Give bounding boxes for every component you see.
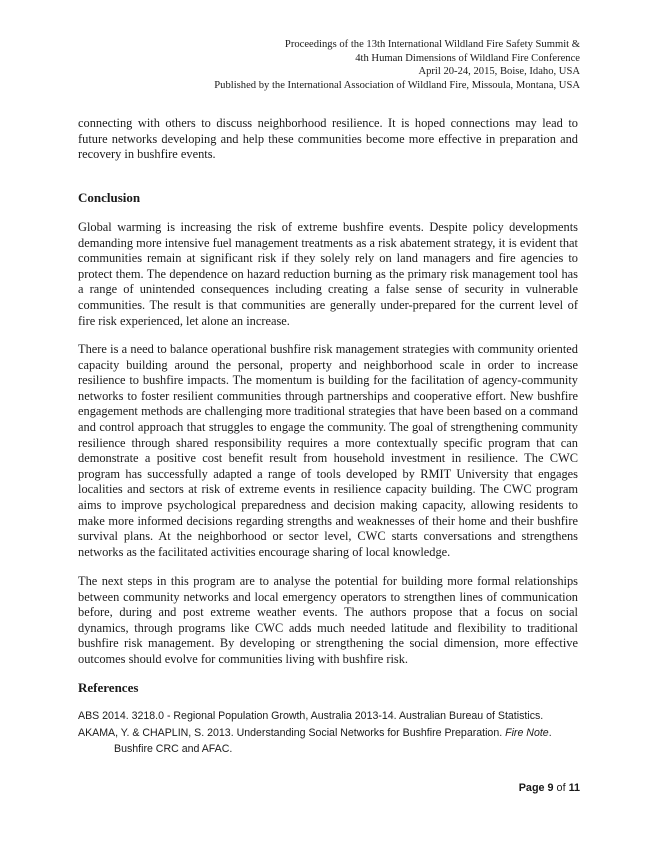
reference-continuation: Bushfire CRC and AFAC. bbox=[114, 743, 233, 755]
header-line-1: Proceedings of the 13th International Wildland Fire Safety Summit & bbox=[284, 39, 580, 50]
conference-header bbox=[100, 38, 580, 92]
page-word: Page bbox=[518, 782, 548, 794]
references-heading: References bbox=[78, 680, 139, 695]
page-current: 9 bbox=[547, 782, 554, 794]
conclusion-paragraph-3: The next steps in this program are to analyse the potential for building more formal relationships between community networks and local emergency operators to strengthen lines of communication before, during and post extreme weather events. The authors propose that a focus on social dynamics, through programs like CWC adds much needed latitude and flexibility to traditional bushfire risk management. By developing or strengthening the social dimension, more effective outcomes should evolve for communities living with bushfire risk. bbox=[78, 574, 578, 666]
intro-paragraph: connecting with others to discuss neighborhood resilience. It is hoped connections may lead to future networks developing and help these communities become more effective in preparation and recovery in bushfire events. bbox=[78, 116, 578, 162]
page-number bbox=[519, 782, 580, 794]
conclusion-paragraph-1: Global warming is increasing the risk of extreme bushfire events. Despite policy developments demanding more intensive fuel management treatments as a risk abatement strategy, it is evident that communities remain at significant risk if they solely rely on land managers and fire agencies to protect them. The dependence on hazard reduction burning as the primary risk management tool has a range of unintended consequences including creating a false sense of security in vulnerable communities. The result is that communities are generally under-prepared for the current level of fire risk experienced, let alone an increase. bbox=[78, 220, 578, 328]
references-list bbox=[78, 708, 598, 758]
conclusion-paragraph-2: There is a need to balance operational bushfire risk management strategies with community oriented capacity building around the personal, property and neighborhood scale in order to increase resilience to bushfire impacts. The momentum is building for the facilitation of agency-community networks to foster resilient communities through partnerships and cooperative effort. New bushfire engagement methods are challenging more traditional strategies that have been based on a command and control approach that struggles to engage the community. The goal of strengthening community resilience through shared responsibility requires a more contextually specific program that can demonstrate a positive cost benefit result from household investment in resilience. The CWC program has successfully adapted a range of tools developed by RMIT University that engages localities and sectors at risk of extreme events in resilience capacity building. The CWC program aims to improve psychological preparedness and decision making capacity, allowing residents to make more informed decisions regarding strengths and weaknesses of their home and their bushfire survival plans. At the neighborhood or sector level, CWC starts conversations and strengthens networks as the facilitated activities encourage sharing of local knowledge. bbox=[78, 342, 578, 559]
header-line-4: Published by the International Association of Wildland Fire, Missoula, Montana, USA bbox=[214, 79, 580, 91]
page-total: 11 bbox=[568, 782, 580, 794]
reference-text-end: . bbox=[548, 726, 552, 739]
header-line-2: 4th Human Dimensions of Wildland Fire Conference bbox=[355, 52, 580, 64]
page-of: of bbox=[553, 782, 569, 794]
conclusion-heading: Conclusion bbox=[78, 190, 141, 205]
reference-journal: Fire Note bbox=[505, 726, 549, 739]
reference-entry bbox=[78, 725, 598, 742]
reference-entry: ABS 2014. 3218.0 - Regional Population Growth, Australia 2013-14. Australian Bureau of Statistics. bbox=[78, 710, 544, 722]
reference-text: AKAMA, Y. & CHAPLIN, S. 2013. Understanding Social Networks for Bushfire Preparation. bbox=[78, 726, 506, 739]
header-line-3: April 20-24, 2015, Boise, Idaho, USA bbox=[418, 66, 580, 78]
